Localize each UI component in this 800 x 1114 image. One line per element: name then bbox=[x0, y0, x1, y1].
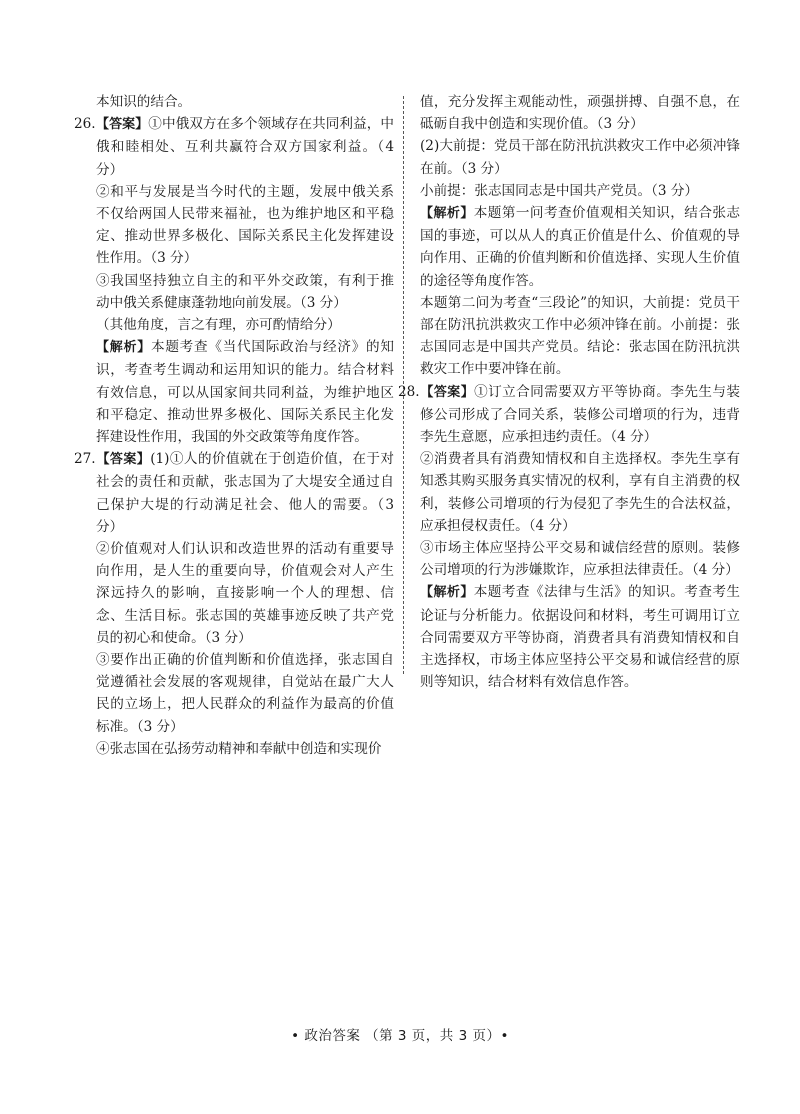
q26-analysis-text: 本题考查《当代国际政治与经济》的知识，考查考生调动和运用知识的能力。结合材料有效信息，可以从国家间共同利益，为维护地区和平稳定、推动世界多极化、国际关系民主化发挥建设性作用，我国的外交政策等角度作答。 bbox=[96, 339, 394, 446]
q28-analysis-text: 本题考查《法律与生活》的知识。考查考生论证与分析能力。依据设问和材料，考生可调用订立合同需要双方平等协商，消费者具有消费知情权和自主选择权，市场主体应坚持公平交易和诚信经营的原则等知识，结合材料有效信息作答。 bbox=[420, 584, 740, 691]
q28-answer-1 bbox=[398, 381, 740, 449]
q27-analysis-tag: 【解析】 bbox=[420, 206, 474, 222]
q26-answer-1 bbox=[74, 113, 394, 181]
q27-analysis-text: 本题第一问考查价值观相关知识，结合张志国的事迹，可以从人的真正价值是什么、价值观的导向作用、正确的价值判断和价值选择、实现人生价值的途径等角度作答。 bbox=[420, 205, 740, 289]
q27-answer-1-text: (1)①人的价值就在于创造价值，在于对社会的责任和贡献，张志国为了大堤安全通过自己保护大堤的行动满足社会、他人的需要。（3 分） bbox=[96, 451, 394, 535]
q28-answer-2: ②消费者具有消费知情权和自主选择权。李先生享有知悉其购买服务真实情况的权利，享有自主消费的权利，装修公司增项的行为侵犯了李先生的合法权益，应承担侵权责任。（4 分） bbox=[420, 451, 740, 534]
q27-answer-tag: 【答案】 bbox=[96, 452, 151, 468]
q27-number: 27. bbox=[74, 451, 96, 468]
q26-analysis-tag: 【解析】 bbox=[96, 340, 151, 356]
q27-analysis-2: 本题第二问为考查“三段论”的知识，大前提：党员干部在防汛抗洪救灾工作中必须冲锋在前。小前提：张志国同志是中国共产党员。结论：张志国在防汛抗洪救灾工作中要冲锋在前。 bbox=[420, 294, 740, 378]
q26-number: 26. bbox=[74, 116, 96, 133]
q26-answer-3: ③我国坚持独立自主的和平外交政策，有利于推动中俄关系健康蓬勃地向前发展。（3 分） bbox=[96, 272, 394, 311]
q26-note: （其他角度，言之有理，亦可酌情给分） bbox=[96, 317, 341, 334]
q27-answer-1 bbox=[74, 448, 394, 538]
q27-part2-minor-premise: 小前提：张志国同志是中国共产党员。（3 分） bbox=[420, 182, 699, 199]
q28-analysis bbox=[420, 581, 740, 693]
q27-answer-4: ④张志国在弘扬劳动精神和奉献中创造和实现价 bbox=[96, 740, 382, 757]
left-column bbox=[74, 91, 394, 760]
q26-answer-2: ②和平与发展是当今时代的主题，发展中俄关系不仅给两国人民带来福祉，也为维护地区和平稳定、推动世界多极化、国际关系民主化发挥建设性作用。（3 分） bbox=[96, 183, 394, 267]
q27-answer-2: ②价值观对人们认识和改造世界的活动有重要导向作用，是人生的重要向导，价值观会对人产生深远持久的影响，直接影响一个人的理想、信念、生活目标。张志国的英雄事迹反映了共产党员的初心和使命。（3 分） bbox=[96, 541, 394, 646]
q28-number: 28. bbox=[398, 383, 420, 400]
page-footer: • 政治答案 （第 3 页，共 3 页）• bbox=[291, 1028, 509, 1044]
q28-answer-3: ③市场主体应坚持公平交易和诚信经营的原则。装修公司增项的行为涉嫌欺诈，应承担法律责任。（4 分） bbox=[420, 540, 740, 579]
q28-answer-1-text: ①订立合同需要双方平等协商。李先生与装修公司形成了合同关系，装修公司增项的行为，违背李先生意愿，应承担违约责任。（4 分） bbox=[420, 383, 740, 446]
intro-text: 本知识的结合。 bbox=[96, 94, 192, 110]
q27-analysis bbox=[420, 202, 740, 292]
q26-answer-1-text: ①中俄双方在多个领域存在共同利益，中俄和睦相处、互利共赢符合双方国家利益。（4 分） bbox=[96, 116, 394, 178]
right-column bbox=[398, 91, 740, 693]
q28-answer-tag: 【答案】 bbox=[420, 384, 475, 400]
q26-answer-tag: 【答案】 bbox=[96, 117, 149, 133]
q27-continued: 值，充分发挥主观能动性，顽强拼搏、自强不息，在砥砺自我中创造和实现价值。（3 分） bbox=[420, 94, 740, 133]
q27-part2-major-premise: (2)大前提：党员干部在防汛抗洪救灾工作中必须冲锋在前。（3 分） bbox=[420, 138, 740, 177]
q27-answer-3: ③要作出正确的价值判断和价值选择，张志国自觉遵循社会发展的客观规律，自觉站在最广大人民的立场上，把人民群众的利益作为最高的价值标准。（3 分） bbox=[96, 652, 394, 735]
q28-analysis-tag: 【解析】 bbox=[420, 585, 474, 601]
q26-analysis bbox=[74, 336, 394, 448]
